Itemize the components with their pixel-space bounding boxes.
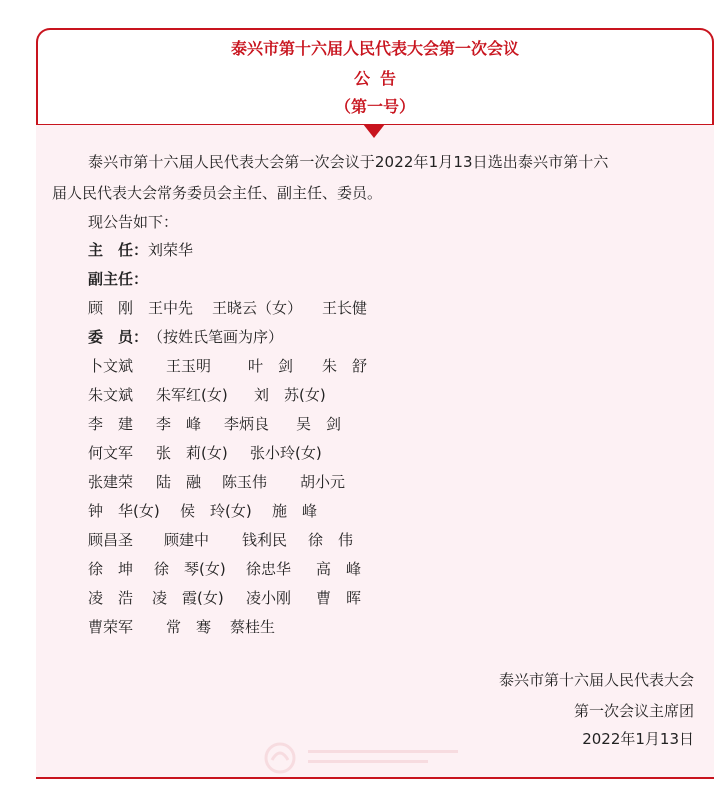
announcement-title: 泰兴市第十六届人民代表大会第一次会议 bbox=[230, 39, 519, 58]
watermark-logo-icon bbox=[258, 738, 468, 778]
members-row bbox=[88, 414, 341, 434]
members-row bbox=[88, 443, 322, 463]
member-name: 顾建中 bbox=[164, 531, 210, 549]
members-row bbox=[88, 617, 275, 637]
member-name: 钱利民 bbox=[242, 531, 288, 549]
member-name: 曹荣军 bbox=[88, 618, 134, 636]
members-row bbox=[88, 501, 317, 521]
member-name: 李 建 bbox=[88, 415, 134, 433]
member-name: 顾昌圣 bbox=[88, 531, 134, 549]
deputy-name: 王长健 bbox=[322, 299, 368, 317]
members-row bbox=[88, 472, 345, 492]
announcement-header bbox=[36, 28, 714, 124]
signature-presidium: 第一次会议主席团 bbox=[573, 702, 694, 720]
deputy-name: 王中先 bbox=[148, 299, 194, 317]
intro-paragraph-line-2: 届人民代表大会常务委员会主任、副主任、委员。 bbox=[52, 184, 383, 202]
director-name: 刘荣华 bbox=[148, 241, 194, 259]
deputy-name: 王晓云（女） bbox=[212, 299, 303, 317]
member-name: 朱军红(女) bbox=[156, 386, 228, 404]
members-row bbox=[88, 385, 326, 405]
member-name: 徐忠华 bbox=[246, 560, 292, 578]
member-name: 凌小刚 bbox=[246, 589, 292, 607]
member-name: 曹 晖 bbox=[316, 589, 362, 607]
member-name: 徐 坤 bbox=[88, 560, 134, 578]
member-name: 朱 舒 bbox=[322, 357, 368, 375]
member-name: 王玉明 bbox=[166, 357, 212, 375]
member-name: 刘 苏(女) bbox=[254, 386, 326, 404]
member-name: 卜文斌 bbox=[88, 357, 134, 375]
member-name: 高 峰 bbox=[316, 560, 362, 578]
member-name: 凌 霞(女) bbox=[152, 589, 224, 607]
member-name: 叶 剑 bbox=[248, 357, 294, 375]
deputy-label-row bbox=[88, 269, 148, 289]
member-name: 吴 剑 bbox=[296, 415, 342, 433]
member-name: 徐 琴(女) bbox=[154, 560, 226, 578]
members-order-note: （按姓氏笔画为序） bbox=[148, 328, 284, 346]
director-row bbox=[88, 240, 193, 260]
member-name: 陈玉伟 bbox=[222, 473, 268, 491]
members-row bbox=[88, 588, 361, 608]
announcement-subtitle: 公告 bbox=[353, 69, 406, 88]
members-row bbox=[88, 356, 367, 376]
intro-paragraph-line-1: 泰兴市第十六届人民代表大会第一次会议于2022年1月13日选出泰兴市第十六 bbox=[88, 153, 609, 171]
deputy-name: 顾 刚 bbox=[88, 299, 134, 317]
pointer-triangle-icon bbox=[363, 124, 385, 138]
director-label: 主 任： bbox=[88, 241, 149, 259]
members-label: 委 员： bbox=[88, 328, 149, 346]
notice-line: 现公告如下： bbox=[88, 213, 179, 231]
member-name: 胡小元 bbox=[300, 473, 346, 491]
member-name: 陆 融 bbox=[156, 473, 202, 491]
member-name: 钟 华(女) bbox=[88, 502, 160, 520]
member-name: 蔡桂生 bbox=[230, 618, 276, 636]
signature-date: 2022年1月13日 bbox=[582, 730, 694, 748]
members-row bbox=[88, 530, 353, 550]
members-label-row bbox=[88, 327, 283, 347]
member-name: 张小玲(女) bbox=[250, 444, 322, 462]
member-name: 凌 浩 bbox=[88, 589, 134, 607]
signature-org: 泰兴市第十六届人民代表大会 bbox=[498, 671, 694, 689]
member-name: 施 峰 bbox=[272, 502, 318, 520]
members-row bbox=[88, 559, 361, 579]
member-name: 张建荣 bbox=[88, 473, 134, 491]
deputy-names-row bbox=[88, 298, 367, 318]
member-name: 徐 伟 bbox=[308, 531, 354, 549]
member-name: 李 峰 bbox=[156, 415, 202, 433]
member-name: 张 莉(女) bbox=[156, 444, 228, 462]
member-name: 朱文斌 bbox=[88, 386, 134, 404]
announcement-number: （第一号） bbox=[334, 97, 415, 116]
member-name: 常 骞 bbox=[166, 618, 212, 636]
member-name: 李炳良 bbox=[224, 415, 270, 433]
deputy-label: 副主任： bbox=[88, 270, 149, 288]
member-name: 侯 玲(女) bbox=[180, 502, 252, 520]
member-name: 何文军 bbox=[88, 444, 134, 462]
